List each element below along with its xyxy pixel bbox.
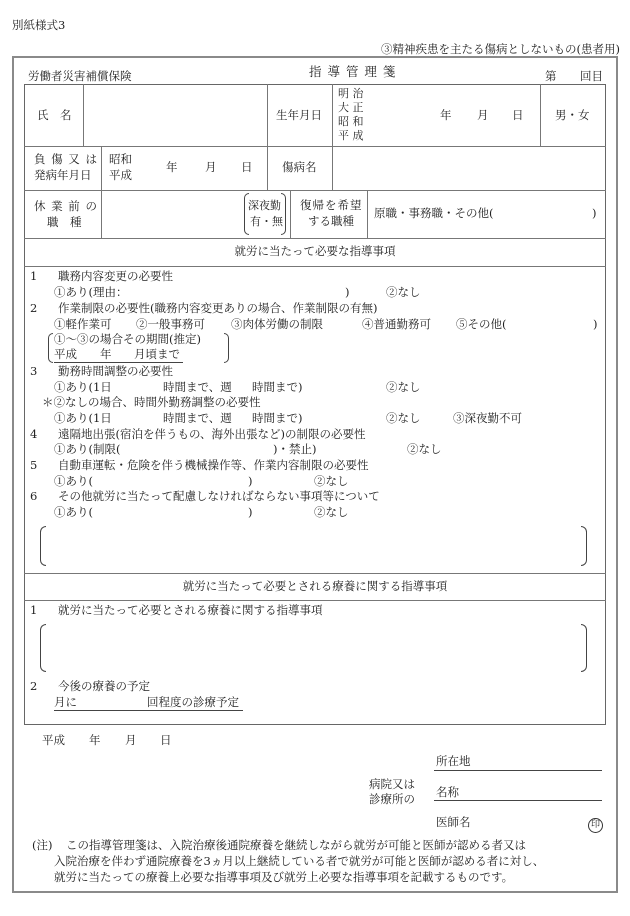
dob-month: 月 xyxy=(477,108,489,122)
footer-date-year: 年 xyxy=(89,733,101,747)
seal-icon: 印 xyxy=(588,818,603,833)
disease-label: 傷病名 xyxy=(282,160,317,174)
item4-option-prohibit[interactable]: )・禁止) xyxy=(273,442,317,456)
injury-date-label-2: 発病年月日 xyxy=(34,168,92,182)
return-job-label-2: する職種 xyxy=(308,214,354,228)
month-label: 月頃まで xyxy=(134,347,180,361)
night-shift-label: 深夜勤 xyxy=(248,199,281,212)
form-id: 別紙様式3 xyxy=(12,18,66,32)
hours-label: 時間まで) xyxy=(252,380,303,394)
item2-option-office-work[interactable]: ②一般事務可 xyxy=(136,317,205,331)
injury-era-showa[interactable]: 昭和 xyxy=(109,152,132,166)
item2-until-date[interactable] xyxy=(54,349,183,363)
name-field[interactable] xyxy=(85,86,265,144)
dob-year: 年 xyxy=(440,108,452,122)
job-field[interactable] xyxy=(103,192,243,236)
item-number: 1 xyxy=(30,603,38,617)
item5-title: 自動車運転・危険を伴う機械操作等、作業内容制限の必要性 xyxy=(58,458,369,472)
year-label: 年 xyxy=(100,347,112,361)
item4-option-no[interactable]: ②なし xyxy=(407,442,442,456)
item2-option-light-work[interactable]: ①軽作業可 xyxy=(54,317,112,331)
dob-era-taisho[interactable]: 大 正 xyxy=(338,101,364,114)
item1-title: 職務内容変更の必要性 xyxy=(58,269,173,283)
section2-title: 就労に当たって必要とされる療養に関する指導事項 xyxy=(182,579,448,593)
dob-day: 日 xyxy=(512,108,524,122)
facility-name-label: 名称 xyxy=(436,785,459,799)
item3-option-no[interactable]: ②なし xyxy=(386,380,421,394)
item2-option-normal-work[interactable]: ④普通勤務可 xyxy=(362,317,431,331)
section2-details-field[interactable] xyxy=(48,625,578,671)
job-label-2: 職 種 xyxy=(47,215,82,229)
item1-option-yes[interactable]: ①あり(理由： xyxy=(54,285,128,299)
dob-label: 生年月日 xyxy=(276,108,322,122)
item3b-option-no-night[interactable]: ③深夜勤不可 xyxy=(453,411,522,425)
return-job-label-1: 復帰を希望 xyxy=(300,198,363,212)
visits-label: 回程度の診療予定 xyxy=(147,695,239,709)
name-label: 氏 名 xyxy=(37,108,72,122)
item6-option-no[interactable]: ②なし xyxy=(314,505,349,519)
insurance-label: 労働者災害補償保険 xyxy=(28,69,132,83)
facility-name-line[interactable] xyxy=(434,800,602,801)
item5-option-yes[interactable]: ①あり( xyxy=(54,474,93,488)
injury-era-heisei[interactable]: 平成 xyxy=(109,168,132,182)
item6-title: その他就労に当たって配慮しなければならない事項等について xyxy=(58,489,380,503)
footer-date-era: 平成 xyxy=(42,733,65,747)
footer-date-month: 月 xyxy=(125,733,137,747)
document-title: 指 導 管 理 箋 xyxy=(309,64,397,79)
facility-label-1: 病院又は xyxy=(369,777,415,791)
item-number: 3 xyxy=(30,364,38,378)
item-number: 2 xyxy=(30,301,38,315)
item6-option-yes[interactable]: ①あり( xyxy=(54,505,93,519)
item3-note: ＊②なしの場合、時間外勤務調整の必要性 xyxy=(42,395,261,409)
paren-close: ) xyxy=(248,505,253,519)
address-label: 所在地 xyxy=(436,754,471,768)
count-prefix: 第 xyxy=(545,69,557,83)
paren-close: ) xyxy=(248,474,253,488)
section2-item2-title: 今後の療養の予定 xyxy=(58,679,150,693)
count-suffix: 回目 xyxy=(580,69,603,83)
item6-details-field[interactable] xyxy=(48,527,578,565)
dob-era-meiji[interactable]: 明 治 xyxy=(338,87,364,100)
footer-date-day: 日 xyxy=(160,733,172,747)
item2-title: 作業制限の必要性(職務内容変更ありの場合、作業制限の有無) xyxy=(58,301,378,315)
note-label: (注) xyxy=(32,838,53,852)
injury-year: 年 xyxy=(166,160,178,174)
item2-option-other[interactable]: ⑤その他( xyxy=(456,317,507,331)
job-label-1: 休 業 前 の xyxy=(34,199,98,213)
note-line-1: この指導管理箋は、入院治療後通院療養を継続しながら就労が可能と医師が認める者又は xyxy=(66,838,526,852)
section2-item1-title: 就労に当たって必要とされる療養に関する指導事項 xyxy=(58,603,323,617)
injury-day: 日 xyxy=(241,160,253,174)
form-subtitle: ③精神疾患を主たる傷病としないもの(患者用) xyxy=(381,42,620,56)
return-job-close: ) xyxy=(592,206,597,220)
item-number: 6 xyxy=(30,489,38,503)
doctor-name-label: 医師名 xyxy=(436,815,471,829)
return-job-options[interactable]: 原職・事務職・その他( xyxy=(374,206,494,220)
item3b-option-yes[interactable]: ①あり(1日 xyxy=(54,411,112,425)
hours-label: 時間まで、週 xyxy=(163,380,232,394)
injury-month: 月 xyxy=(205,160,217,174)
hours-label: 時間まで、週 xyxy=(163,411,232,425)
facility-label-2: 診療所の xyxy=(369,792,415,806)
item-number: 1 xyxy=(30,269,38,283)
item4-option-yes[interactable]: ①あり(制限( xyxy=(54,442,121,456)
item3b-option-no[interactable]: ②なし xyxy=(386,411,421,425)
item5-option-no[interactable]: ②なし xyxy=(314,474,349,488)
injury-date-label-1: 負 傷 又 は xyxy=(34,152,98,166)
night-shift-select[interactable]: 有・無 xyxy=(250,215,283,228)
address-line[interactable] xyxy=(434,770,602,771)
note-line-3: 就労に当たっての療養上必要な指導事項及び就労上必要な指導事項を記載するものです。 xyxy=(54,870,514,884)
count-field[interactable] xyxy=(556,66,578,82)
section1-title: 就労に当たって必要な指導事項 xyxy=(234,244,396,258)
disease-field[interactable] xyxy=(334,148,604,188)
dob-era-heisei[interactable]: 平 成 xyxy=(338,129,364,142)
paren-close: ) xyxy=(593,317,598,331)
note-line-2: 入院治療を伴わず通院療養を3ヵ月以上継続している者で就労が可能と医師が認める者に対し、 xyxy=(54,854,545,868)
item3-title: 勤務時間調整の必要性 xyxy=(58,364,173,378)
item2-period-label: ①～③の場合その期間(推定) xyxy=(54,332,201,346)
doctor-name-field[interactable] xyxy=(480,812,585,830)
paren-close: ) xyxy=(345,285,350,299)
month-label: 月に xyxy=(54,695,77,709)
era-label: 平成 xyxy=(54,347,77,361)
dob-era-showa[interactable]: 昭 和 xyxy=(338,115,364,128)
item-number: 4 xyxy=(30,427,38,441)
hours-label: 時間まで) xyxy=(252,411,303,425)
item-number: 2 xyxy=(30,679,38,693)
item-number: 5 xyxy=(30,458,38,472)
item2-option-physical-limit[interactable]: ③肉体労働の制限 xyxy=(231,317,323,331)
visit-schedule-field[interactable] xyxy=(54,697,243,711)
item4-title: 遠隔地出張(宿泊を伴うもの、海外出張など)の制限の必要性 xyxy=(58,427,366,441)
item1-option-no[interactable]: ②なし xyxy=(386,285,421,299)
item3-option-yes[interactable]: ①あり(1日 xyxy=(54,380,112,394)
sex-select[interactable]: 男・女 xyxy=(555,108,590,122)
